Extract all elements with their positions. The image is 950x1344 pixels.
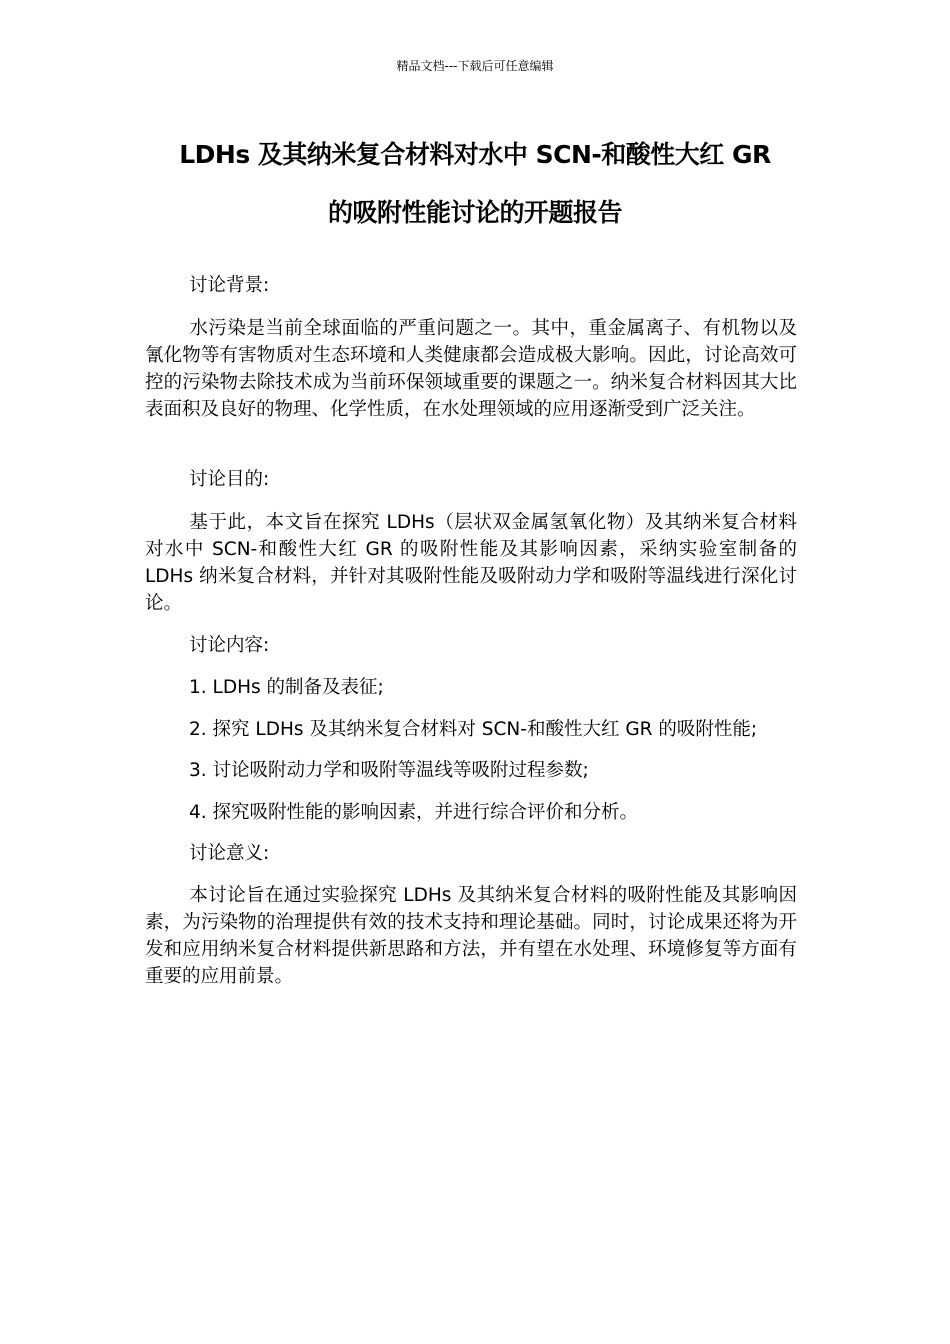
content-list-item: 1. LDHs 的制备及表征; (189, 677, 384, 698)
content-list-item: 3. 讨论吸附动力学和吸附等温线等吸附过程参数; (189, 760, 589, 781)
section-text-purpose: 基于此，本文旨在探究 LDHs（层状双金属氢氧化物）及其纳米复合材料对水中 SCN-和酸性大红 GR 的吸附性能及其影响因素，采纳实验室制备的 LDHs 纳米复合材料，并针对其吸附性能及吸附动力学和吸附等温线进行深化讨论。 (145, 512, 797, 614)
content-list-item: 4. 探究吸附性能的影响因素，并进行综合评价和分析。 (189, 802, 639, 823)
section-text-background: 水污染是当前全球面临的严重问题之一。其中，重金属离子、有机物以及氰化物等有害物质对生态环境和人类健康都会造成极大影响。因此，讨论高效可控的污染物去除技术成为当前环保领域重要的课题之一。纳米复合材料因其大比表面积及良好的物理、化学性质，在水处理领域的应用逐渐受到广泛关注。 (145, 318, 797, 420)
section-heading-content: 讨论内容: (189, 635, 270, 656)
document-title-line-1: LDHs 及其纳米复合材料对水中 SCN-和酸性大红 GR (179, 140, 771, 169)
section-heading-significance: 讨论意义: (189, 843, 270, 864)
section-heading-background: 讨论背景: (189, 275, 270, 296)
section-heading-purpose: 讨论目的: (189, 469, 270, 490)
content-list-item: 2. 探究 LDHs 及其纳米复合材料对 SCN-和酸性大红 GR 的吸附性能; (189, 719, 758, 740)
header-note: 精品文档---下载后可任意编辑 (396, 59, 554, 73)
document-title-line-2: 的吸附性能讨论的开题报告 (327, 198, 622, 227)
section-text-significance: 本讨论旨在通过实验探究 LDHs 及其纳米复合材料的吸附性能及其影响因素，为污染物的治理提供有效的技术支持和理论基础。同时，讨论成果还将为开发和应用纳米复合材料提供新思路和方法，并有望在水处理、环境修复等方面有重要的应用前景。 (145, 885, 797, 987)
